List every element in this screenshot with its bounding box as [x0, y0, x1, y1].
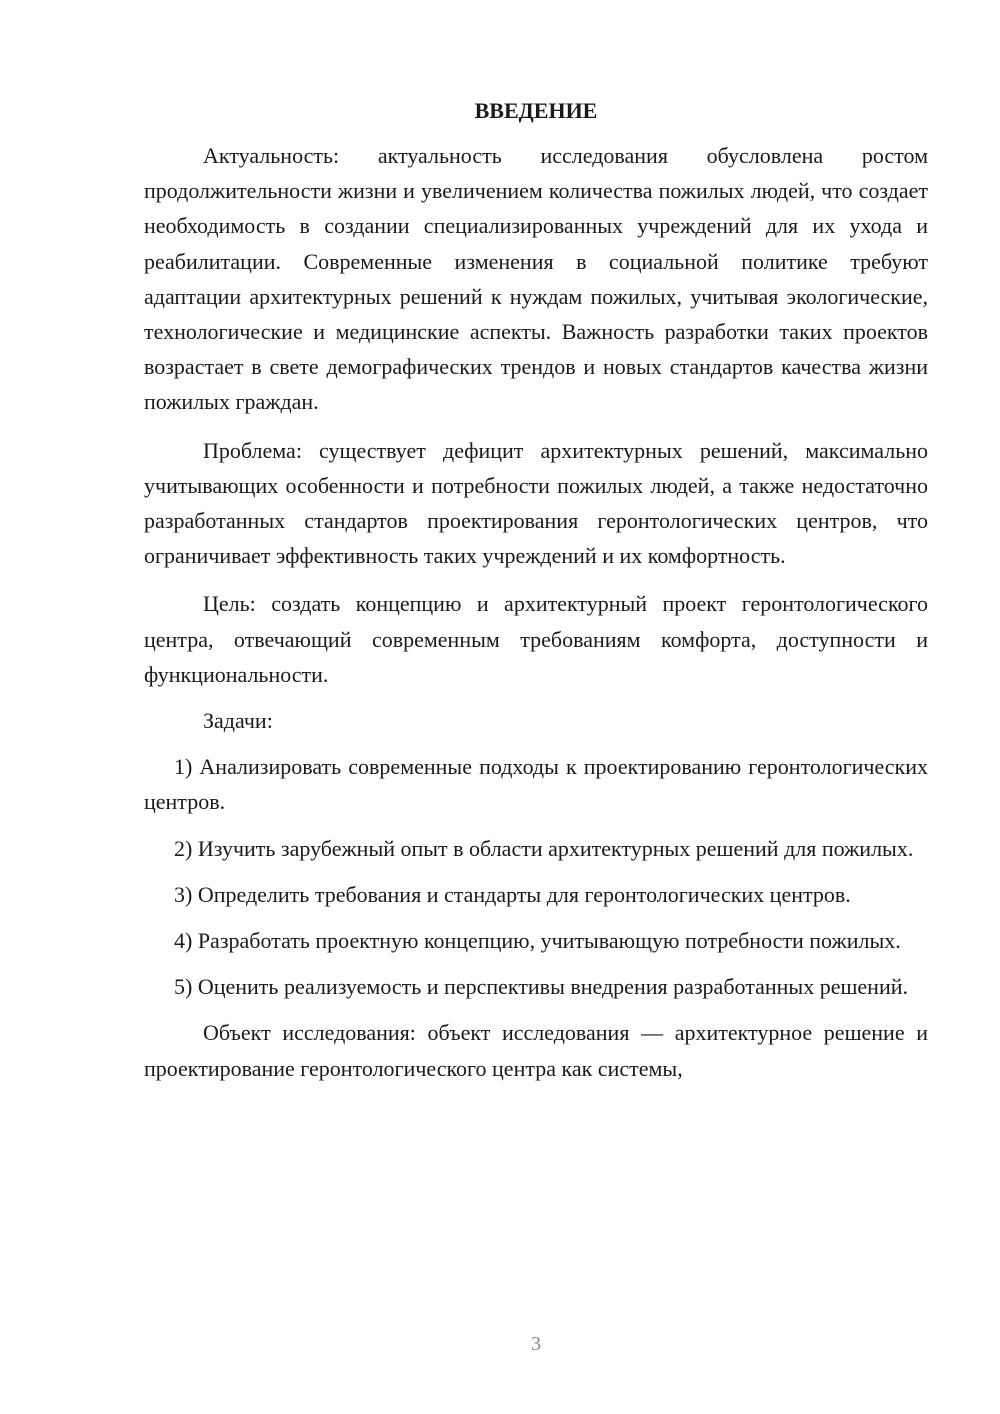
list-item: 5) Оценить реализуемость и перспективы внедрения разработанных решений.	[174, 974, 908, 1000]
tasks-heading: Задачи:	[203, 708, 273, 734]
list-item: 2) Изучить зарубежный опыт в области архитектурных решений для пожилых.	[174, 835, 914, 861]
page-content	[144, 93, 928, 1086]
tasks-list	[144, 749, 928, 1004]
paragraph-relevance: Актуальность: актуальность исследования обусловлена ростом продолжительности жизни и увеличением количества пожилых людей, что создает необходимость в создании специализированных учреждений для их ухода и реабилитации. Современные изменения в социальной политике требуют адаптации архитектурных решений к нуждам пожилых, учитывая экологические, технологические и медицинские аспекты. Важность разработки таких проектов возрастает в свете демографических трендов и новых стандартов качества жизни пожилых граждан.	[144, 143, 928, 415]
list-item: 4) Разработать проектную концепцию, учитывающую потребности пожилых.	[174, 928, 901, 954]
section-title: ВВЕДЕНИЕ	[474, 98, 598, 123]
list-item: 1) Анализировать современные подходы к проектированию геронтологических центров.	[144, 754, 928, 815]
paragraph-goal: Цель: создать концепцию и архитектурный проект геронтологического центра, отвечающий современным требованиям комфорта, доступности и функциональности.	[144, 591, 928, 687]
paragraph-object: Объект исследования: объект исследования — архитектурное решение и проектирование геронтологического центра как системы,	[144, 1020, 928, 1081]
paragraph-problem: Проблема: существует дефицит архитектурных решений, максимально учитывающих особенности и потребности пожилых людей, а также недостаточно разработанных стандартов проектирования геронтологических центров, что ограничивает эффективность таких учреждений и их комфортность.	[144, 437, 928, 569]
list-item: 3) Определить требования и стандарты для геронтологических центров.	[174, 881, 851, 907]
page-number: 3	[531, 1333, 541, 1355]
